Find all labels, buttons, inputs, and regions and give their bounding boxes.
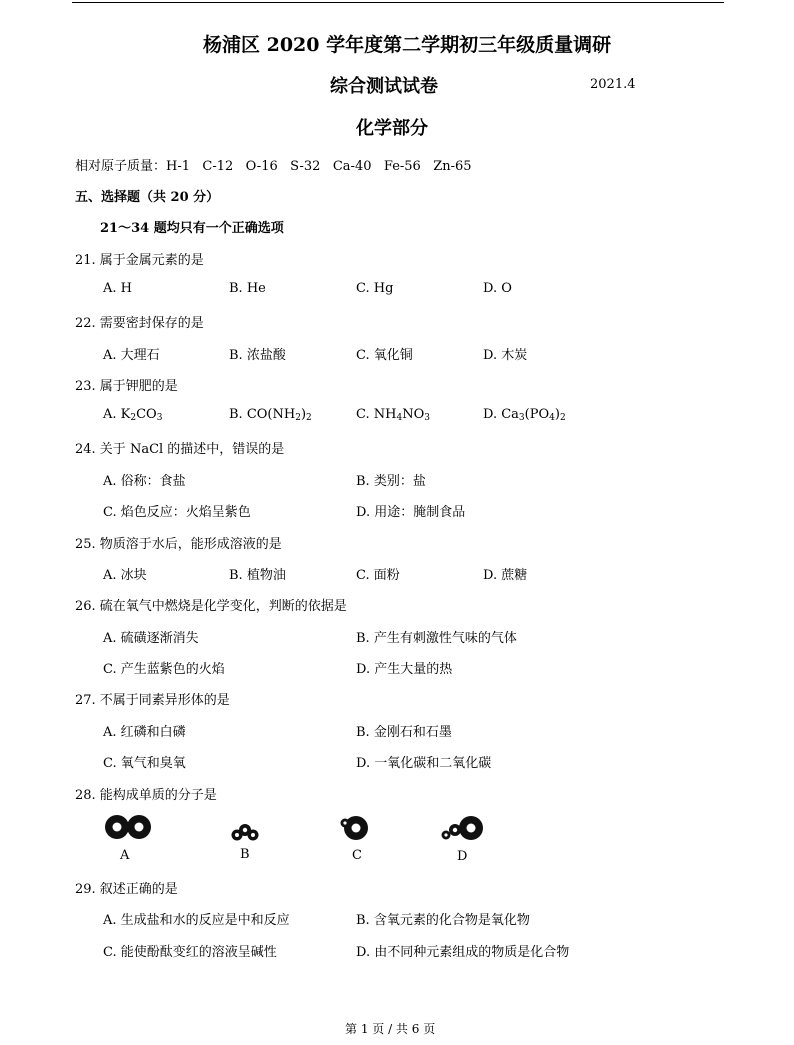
question-stem: 29. 叙述正确的是 [75,882,178,897]
option-a: A. H [103,281,132,296]
question-stem: 27. 不属于同素异形体的是 [75,693,230,708]
question-stem: 26. 硫在氧气中燃烧是化学变化，判断的依据是 [75,599,347,614]
option-a: A. 俗称：食盐 [103,474,186,489]
option-a [103,407,162,422]
subscript: 2 [306,413,312,423]
option-b: B. 产生有刺激性气味的气体 [356,631,517,646]
subscript: 2 [295,413,301,423]
option-a: A. 大理石 [103,348,160,363]
option-d: D. O [483,281,512,296]
option-c: C. 氧化铜 [356,348,413,363]
option-text: CO [136,407,157,422]
question-stem: 23. 属于钾肥的是 [75,379,178,394]
option-c: C. 焰色反应：火焰呈紫色 [103,505,251,520]
question-stem: 28. 能构成单质的分子是 [75,788,217,803]
option-a: A. 红磷和白磷 [103,725,186,740]
molecule-b-diagram [230,822,260,842]
option-text: ) [300,407,307,422]
page-title: 杨浦区 2020 学年度第二学期初三年级质量调研 [203,34,612,56]
option-a: A. 冰块 [103,568,147,583]
option-b [229,407,312,422]
option-text: B. CO(NH [229,407,296,422]
question-stem: 21. 属于金属元素的是 [75,253,204,268]
option-d [483,407,566,422]
option-d: D. 蔗糖 [483,568,528,583]
option-text: D. Ca [483,407,519,422]
top-rule [72,2,724,3]
part-title: 化学部分 [356,118,428,139]
option-text: (PO [524,407,550,422]
section-instruction: 21～34 题均只有一个正确选项 [100,221,284,236]
option-b: B. He [229,281,266,296]
molecule-b-label: B [240,847,250,862]
atomic-masses: 相对原子质量：H-1 C-12 O-16 S-32 Ca-40 Fe-56 Zn-65 [75,159,472,174]
question-stem: 24. 关于 NaCl 的描述中，错误的是 [75,442,285,457]
molecule-d-label: D [457,849,468,864]
option-b: B. 类别：盐 [356,474,426,489]
page-subtitle: 综合测试试卷 [330,76,438,97]
option-b: B. 含氧元素的化合物是氧化物 [356,913,530,928]
option-b: B. 浓盐酸 [229,348,286,363]
subscript: 4 [396,413,403,423]
molecule-a-diagram [104,814,154,842]
molecule-d-diagram [440,814,488,844]
subscript: 2 [130,413,137,423]
option-c: C. 产生蓝紫色的火焰 [103,662,225,677]
option-a: A. 生成盐和水的反应是中和反应 [103,913,290,928]
option-d: D. 木炭 [483,348,528,363]
subscript: 2 [559,413,566,423]
subscript: 3 [156,413,163,423]
option-text: C. NH [356,407,397,422]
option-b: B. 金刚石和石墨 [356,725,452,740]
option-c: C. 氧气和臭氧 [103,756,186,771]
question-stem: 25. 物质溶于水后，能形成溶液的是 [75,537,282,552]
molecule-c-label: C [352,848,362,863]
option-b: B. 植物油 [229,568,286,583]
subscript: 3 [518,413,525,423]
option-text: A. K [103,407,131,422]
question-stem: 22. 需要密封保存的是 [75,316,204,331]
subscript: 4 [549,413,555,423]
section-title: 五、选择题（共 20 分） [75,190,220,205]
option-text: NO [402,407,425,422]
page-footer: 第 1 页 / 共 6 页 [345,1022,436,1036]
option-c [356,407,430,422]
subscript: 3 [424,413,430,423]
option-d: D. 由不同种元素组成的物质是化合物 [356,945,570,960]
option-a: A. 硫磺逐渐消失 [103,631,199,646]
option-c: C. 面粉 [356,568,400,583]
option-d: D. 用途：腌制食品 [356,505,466,520]
option-c: C. 能使酚酞变红的溶液呈碱性 [103,945,277,960]
exam-date: 2021.4 [590,77,636,92]
molecule-a-label: A [120,848,130,863]
option-d: D. 一氧化碳和二氧化碳 [356,756,492,771]
option-text: ) [554,407,560,422]
option-c: C. Hg [356,281,394,296]
option-d: D. 产生大量的热 [356,662,453,677]
molecule-c-diagram [339,814,373,842]
